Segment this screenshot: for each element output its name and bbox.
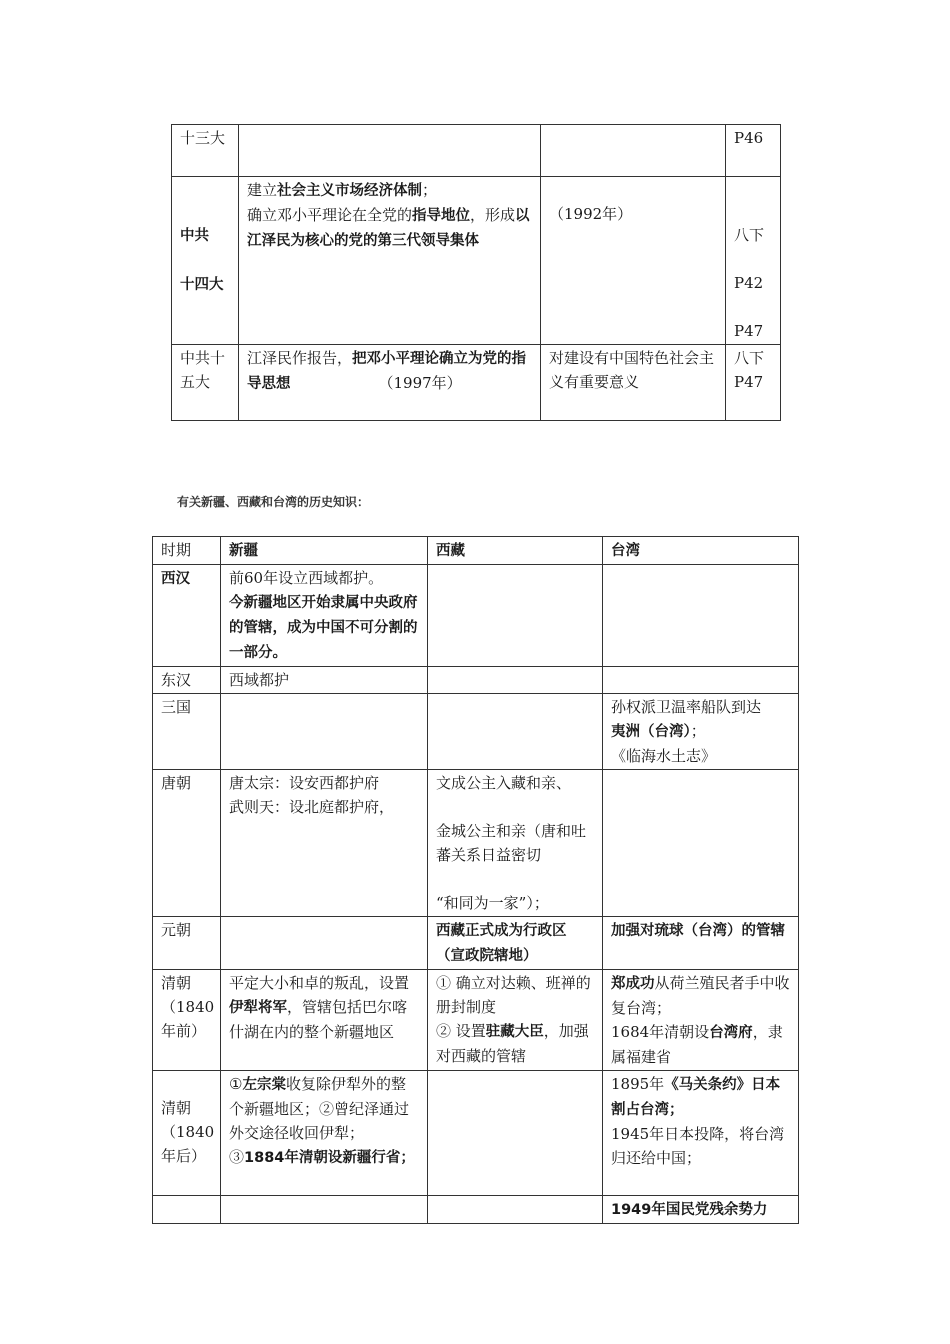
table-header-row — [153, 537, 799, 565]
period-cell — [153, 1196, 221, 1224]
text: ，管辖包括巴尔喀什湖在内的整个新疆地区 — [229, 998, 408, 1041]
congress-label: 中共 — [180, 228, 209, 244]
party-congress-table — [171, 124, 781, 421]
tibet-cell — [428, 1196, 603, 1224]
bold-text: 西汉 — [161, 571, 190, 587]
text: （1997年） — [378, 374, 462, 392]
tibet-cell — [428, 917, 603, 970]
xinjiang-cell — [221, 565, 428, 667]
taiwan-cell — [603, 1196, 799, 1224]
section-heading: 有关新疆、西藏和台湾的历史知识： — [177, 495, 370, 509]
tibet-cell — [428, 1071, 603, 1196]
bold-text: 夷洲（台湾） — [611, 724, 691, 740]
text: 江泽民作报告， — [247, 349, 353, 367]
tibet-cell — [428, 694, 603, 770]
taiwan-cell — [603, 770, 799, 917]
period-cell: 清朝（1840年后） — [153, 1071, 221, 1196]
congress-cell: 中共十五大 — [172, 345, 239, 421]
text: 孙权派卫温率船队到达 — [611, 698, 762, 716]
text: ，形成 — [470, 206, 516, 224]
bold-text: 以江泽民为核心的党的第三代领导集体 — [247, 208, 530, 249]
table-row — [153, 1196, 799, 1224]
xinjiang-cell — [221, 970, 428, 1071]
text: ，隶属福建省 — [611, 1023, 783, 1066]
text: ① 确立对达赖、班禅的册封制度 — [436, 974, 591, 1016]
text: ； — [422, 181, 438, 199]
bold-text: 左宗棠 — [242, 1077, 286, 1093]
congress-label: 十四大 — [180, 277, 224, 293]
xinjiang-cell — [221, 694, 428, 770]
header-xinjiang — [221, 537, 428, 565]
table-row — [153, 970, 799, 1071]
xinjiang-cell — [221, 917, 428, 970]
bold-text: 1949年国民党残余势力 — [611, 1202, 768, 1218]
taiwan-cell — [603, 694, 799, 770]
xinjiang-cell: 西域都护 — [221, 667, 428, 694]
text: 建立 — [247, 181, 278, 199]
bold-text: 郑成功 — [611, 976, 655, 992]
table-row — [153, 770, 799, 917]
text: 从荷兰殖民者手中收复台湾； — [611, 974, 790, 1017]
text: 金城公主和亲（唐和吐蕃关系日益密切 — [436, 822, 587, 864]
text: 收复除伊犁外的整个新疆地区；②曾纪泽通过外交途径收回伊犁； — [229, 1075, 410, 1142]
text: 《临海水土志》 — [611, 747, 717, 765]
bold-text: 新疆 — [229, 543, 258, 559]
text: P42 — [734, 274, 764, 292]
bold-text: 西藏正式成为行政区（宣政院辖地） — [436, 923, 567, 964]
xinjiang-cell — [221, 1196, 428, 1224]
content-cell — [239, 345, 541, 421]
bold-text: 台湾 — [611, 543, 640, 559]
text: P47 — [734, 322, 764, 340]
text: 平定大小和卓的叛乱，设置 — [229, 974, 410, 992]
table-row — [153, 917, 799, 970]
bold-text: 西藏 — [436, 543, 465, 559]
bold-text: 驻藏大臣 — [485, 1024, 544, 1040]
bold-text: 台湾府 — [709, 1025, 753, 1041]
bold-text: 伊犁将军 — [229, 1000, 287, 1016]
period-cell: 清朝（1840年前） — [153, 970, 221, 1071]
bold-text: 今新疆地区开始隶属中央政府的管辖，成为中国不可分割的一部分。 — [229, 595, 418, 661]
header-period: 时期 — [153, 537, 221, 565]
period-cell: 唐朝 — [153, 770, 221, 917]
table-row — [153, 694, 799, 770]
note-cell: 对建设有中国特色社会主义有重要意义 — [541, 345, 726, 421]
text: 武则天：设北庭都护府， — [229, 798, 395, 816]
period-cell: 三国 — [153, 694, 221, 770]
text: ，加强对西藏的管辖 — [436, 1022, 589, 1065]
xinjiang-cell — [221, 770, 428, 917]
bold-text: 加强对琉球（台湾）的管辖 — [611, 923, 785, 939]
text: ② 设置 — [436, 1022, 486, 1040]
note-cell: （1992年） — [541, 177, 726, 345]
bold-text: 《马关条约》日本割占台湾； — [611, 1077, 781, 1118]
bold-text: 1884年清朝设新疆行省； — [244, 1150, 415, 1166]
bold-text: 指导地位 — [412, 208, 471, 224]
taiwan-cell — [603, 1071, 799, 1196]
text: 1895年 — [611, 1075, 665, 1093]
taiwan-cell — [603, 970, 799, 1071]
text: 1684年清朝设 — [611, 1023, 710, 1041]
table-row — [153, 667, 799, 694]
tibet-cell — [428, 667, 603, 694]
page-cell: P46 — [726, 125, 781, 177]
period-cell: 元朝 — [153, 917, 221, 970]
text: ① — [229, 1075, 243, 1093]
xinjiang-cell — [221, 1071, 428, 1196]
history-table — [152, 536, 799, 1224]
text: P47 — [734, 373, 764, 391]
text: ③ — [229, 1148, 245, 1166]
page-cell — [726, 345, 781, 421]
table-row — [172, 177, 781, 345]
text: “和同为一家”）； — [436, 894, 549, 912]
congress-cell: 十三大 — [172, 125, 239, 177]
table-row — [153, 565, 799, 667]
text: 1945年日本投降，将台湾归还给中国； — [611, 1125, 785, 1167]
text: 唐太宗：设安西都护府 — [229, 774, 380, 792]
period-cell: 东汉 — [153, 667, 221, 694]
bold-text: 社会主义市场经济体制 — [277, 183, 423, 199]
note-cell — [541, 125, 726, 177]
page-cell — [726, 177, 781, 345]
tibet-cell — [428, 970, 603, 1071]
taiwan-cell — [603, 917, 799, 970]
content-cell — [239, 125, 541, 177]
bold-text: 把邓小平理论确立为党的指导思想 — [247, 351, 527, 392]
text: 确立邓小平理论在全党的 — [247, 206, 413, 224]
taiwan-cell — [603, 565, 799, 667]
content-cell — [239, 177, 541, 345]
tibet-cell — [428, 565, 603, 667]
table-row — [153, 1071, 799, 1196]
tibet-cell — [428, 770, 603, 917]
table-row — [172, 345, 781, 421]
header-tibet — [428, 537, 603, 565]
text: 八下 — [734, 226, 765, 244]
text: 八下 — [734, 349, 765, 367]
taiwan-cell — [603, 667, 799, 694]
congress-cell — [172, 177, 239, 345]
text: 前60年设立西域都护。 — [229, 569, 384, 587]
text: 文成公主入藏和亲、 — [436, 774, 572, 792]
header-taiwan — [603, 537, 799, 565]
text: ； — [690, 722, 706, 740]
table-row — [172, 125, 781, 177]
period-cell — [153, 565, 221, 667]
